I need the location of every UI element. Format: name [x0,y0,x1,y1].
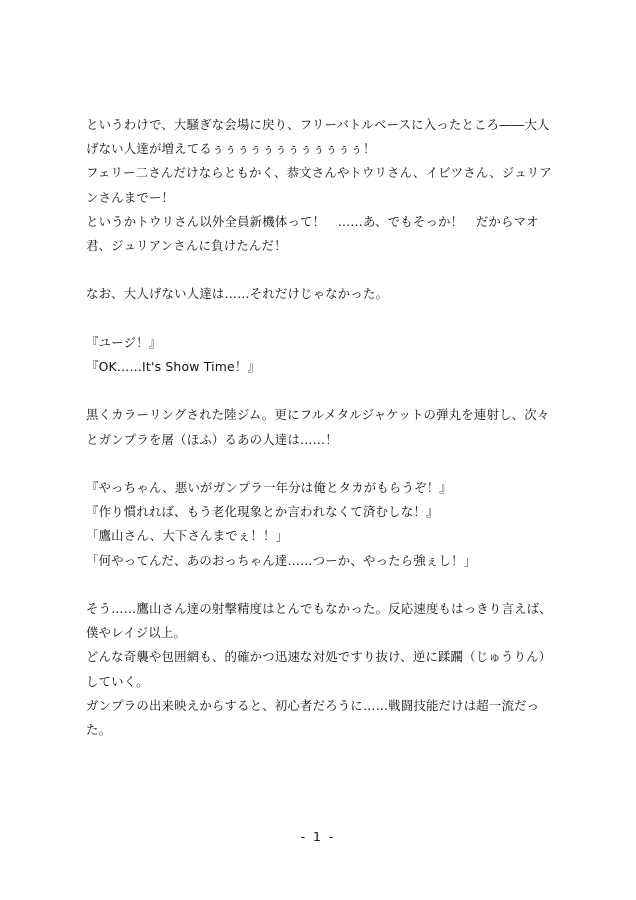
dialogue-line: 『作り慣れれば、もう老化現象とか言われなくて済むしな！』 [86,504,439,520]
paragraph-line: そう……鷹山さん達の射撃精度はとんでもなかった。反応速度もはっきり言えば、僕やレイジ以上。 [86,600,552,641]
blank-line [86,307,560,331]
blank-line [86,379,560,403]
blank-line [86,258,560,282]
dialogue-line: 『やっちゃん、悪いがガンプラ一年分は俺とタカがもらうぞ！』 [86,479,452,495]
dialogue-line: 『ユージ！』 [86,334,162,350]
dialogue-line: 「鷹山さん、大下さんまでぇ！！」 [86,528,289,544]
paragraph-line: フェリー二さんだけならともかく、恭文さんやトウリさん、イビツさん、ジュリアンさんまでー！ [86,165,552,205]
paragraph-line: ガンプラの出来映えからすると、初心者だろうに……戦闘技能だけは超一流だった。 [86,697,540,737]
blank-line [86,452,560,476]
body-text [86,113,560,742]
page-number: - 1 - [300,829,336,844]
dialogue-line: 『OK……It's Show Time！』 [86,359,261,374]
paragraph-line: というわけで、大騒ぎな会場に戻り、フリーバトルベースに入ったところ――大人げない人達が増えてるぅぅぅぅぅぅぅぅぅぅぅぅ！ [86,117,550,157]
paragraph-line: なお、大人げない人達は……それだけじゃなかった。 [86,286,389,302]
paragraph-line: というかトウリさん以外全員新機体って！ ……あ、でもそっか！ だからマオ君、ジュリアンさんに負けたんだ！ [86,213,539,254]
paragraph-line: 黒くカラーリングされた陸ジム。更にフルメタルジャケットの弾丸を連射し、次々とガンプラを屠（ほふ）るあの人達は……！ [86,407,550,447]
dialogue-line: 「何やってんだ、あのおっちゃん達……つーか、やったら強ぇし！」 [86,552,477,568]
blank-line [86,573,560,597]
paragraph-line: どんな奇襲や包囲網も、的確かつ迅速な対処ですり抜け、逆に蹂躙（じゅうりん）していく。 [86,649,552,689]
